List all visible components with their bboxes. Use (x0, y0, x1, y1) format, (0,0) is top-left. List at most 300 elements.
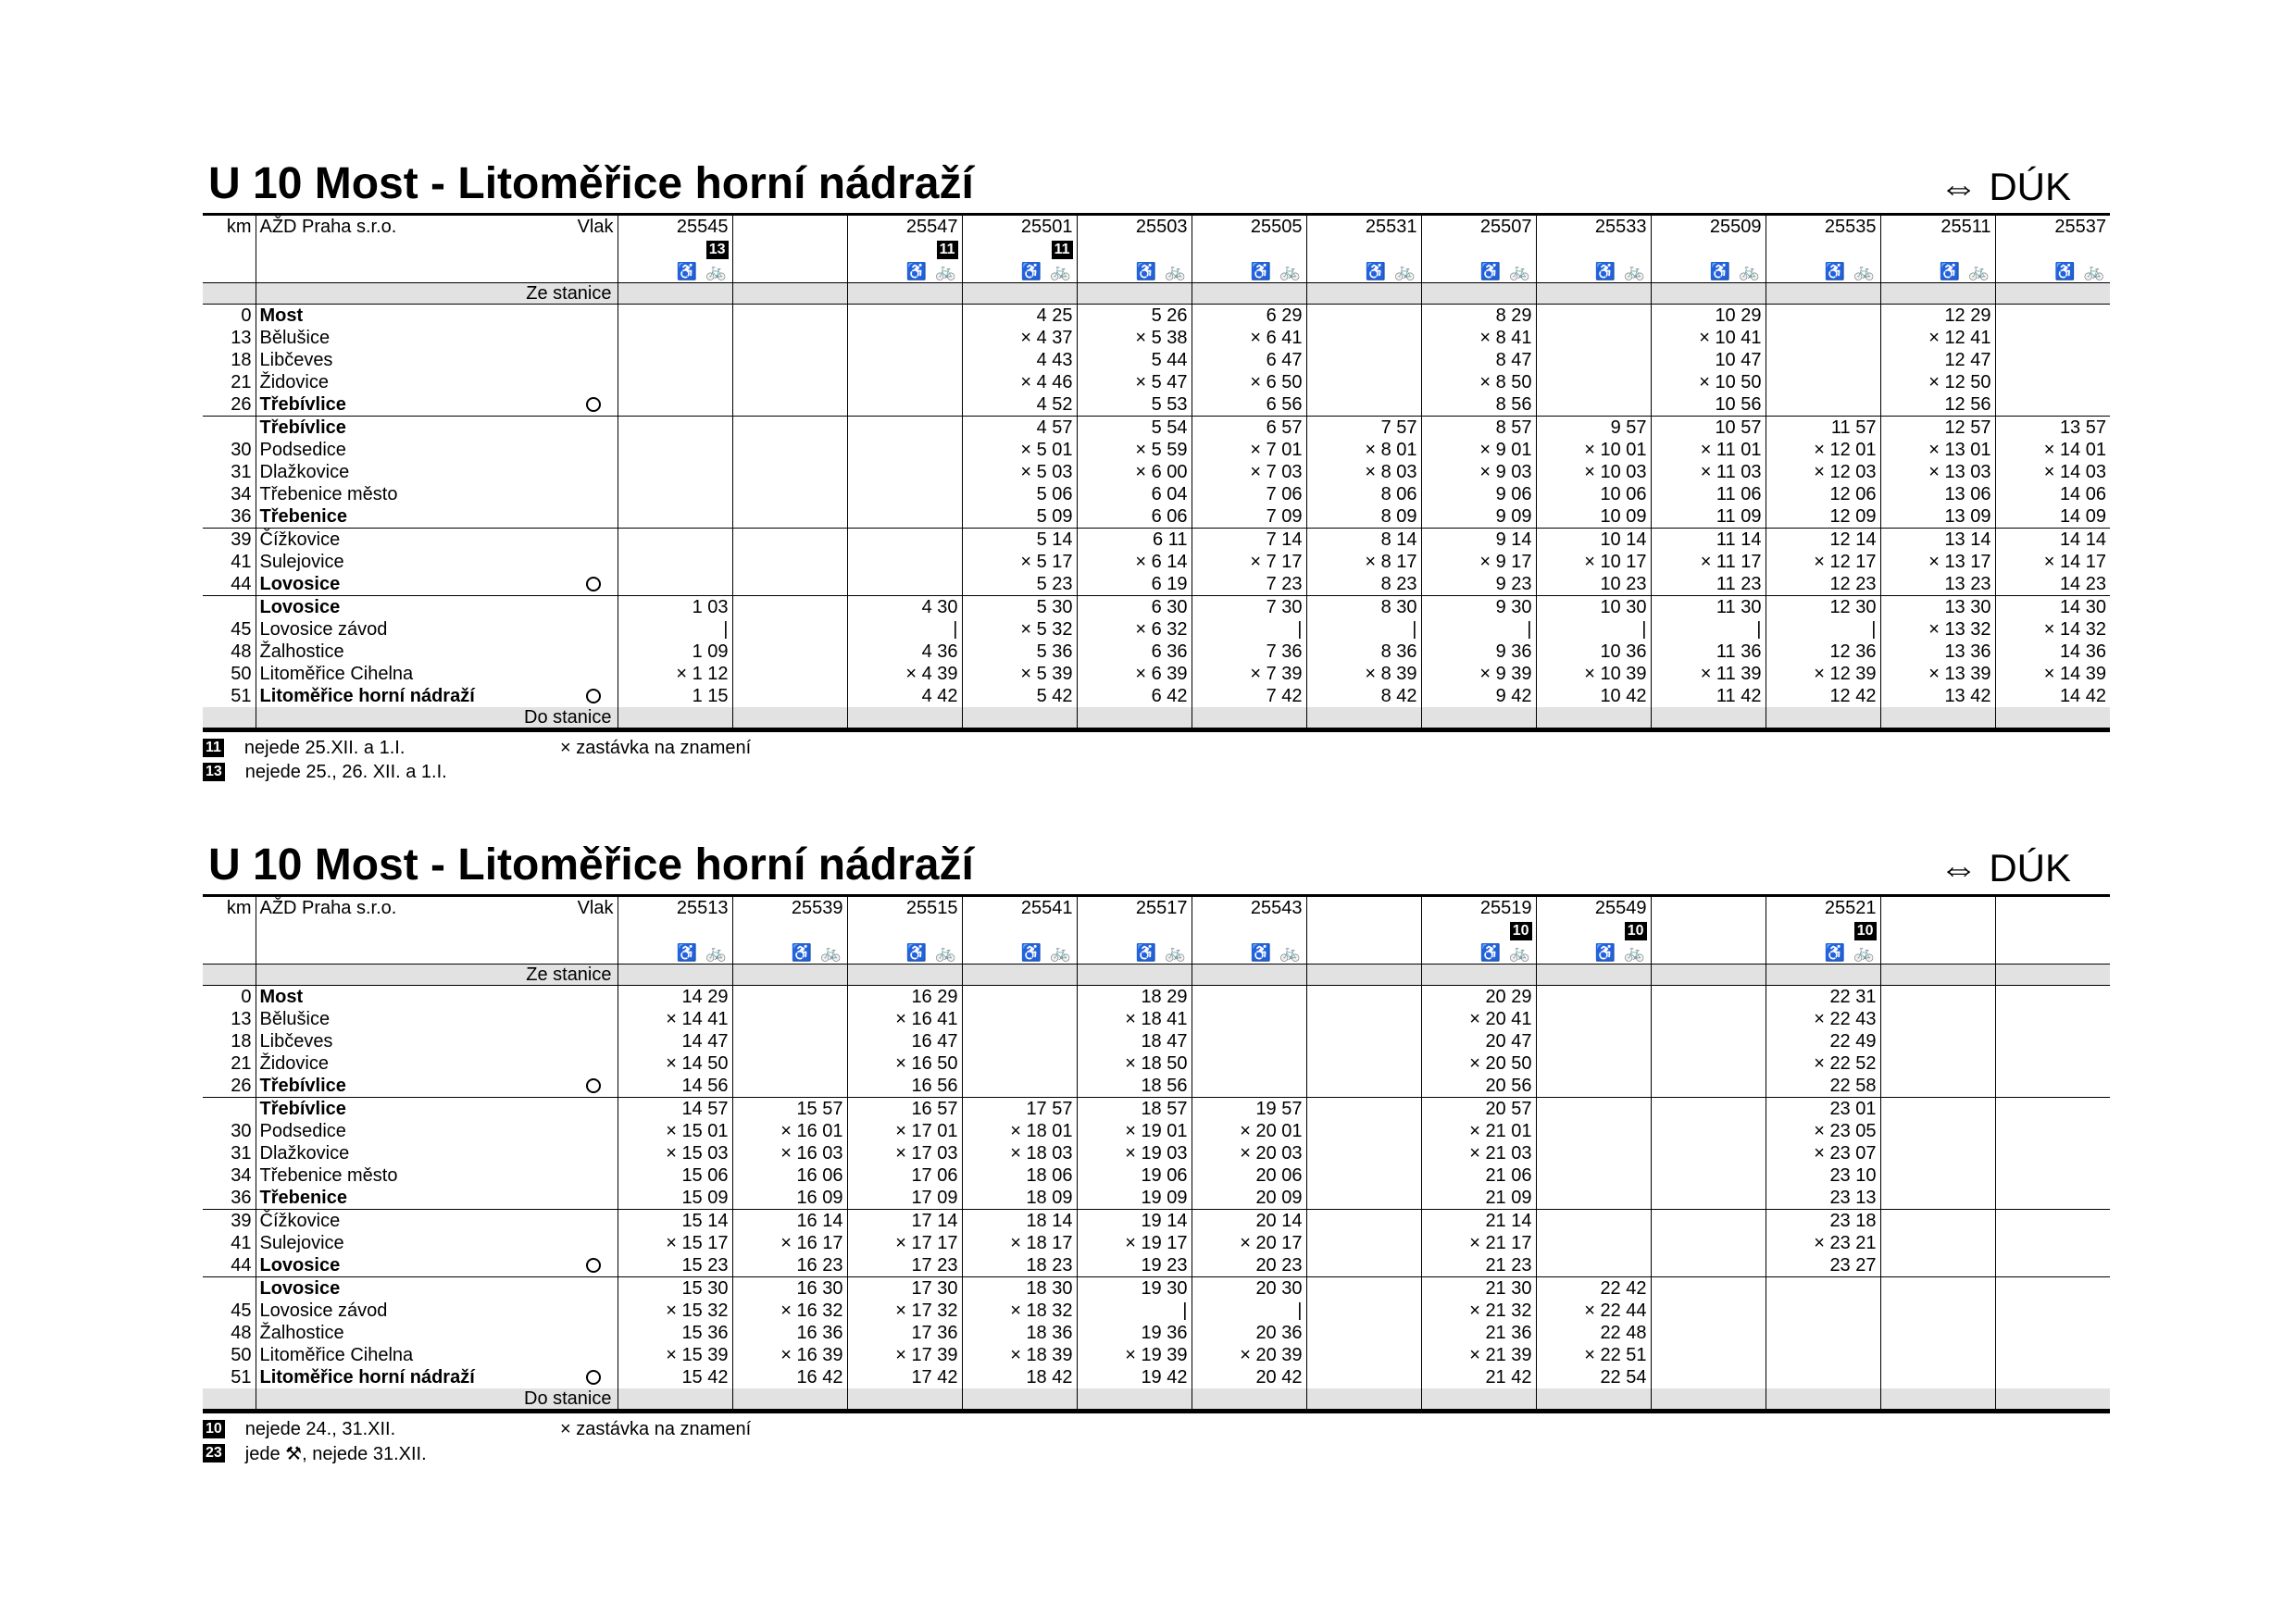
departure-time: 11 06 (1651, 483, 1766, 505)
departure-time: 7 23 (1192, 573, 1306, 596)
footnote-text: nejede 25., 26. XII. a 1.I. (244, 761, 447, 782)
station-name: Židovice (259, 372, 329, 392)
departure-time: 16 06 (732, 1164, 847, 1187)
departure-time: 8 42 (1306, 685, 1421, 707)
departure-time: 5 26 (1077, 305, 1192, 328)
departure-time: × 20 03 (1192, 1142, 1306, 1164)
departure-time (1536, 1142, 1651, 1164)
departure-time: 20 06 (1192, 1164, 1306, 1187)
restriction-badge: 13 (706, 241, 729, 259)
station-name: Lovosice (259, 1255, 341, 1276)
departure-time (962, 1008, 1077, 1030)
departure-time (1536, 1030, 1651, 1052)
departure-time: 20 29 (1421, 986, 1536, 1009)
departure-time (1306, 1277, 1421, 1301)
station-name: Libčeves (259, 350, 333, 370)
station-name: Dlažkovice (259, 462, 350, 482)
station-name: Podsedice (259, 440, 346, 460)
station-km: 44 (203, 1254, 256, 1277)
departure-time (732, 529, 847, 552)
departure-time (1995, 1322, 2110, 1344)
departure-time (1995, 1052, 2110, 1075)
station-row (203, 1052, 2110, 1075)
station-name: Sulejovice (259, 552, 344, 572)
departure-time: 19 23 (1077, 1254, 1192, 1277)
departure-time: × 6 41 (1192, 327, 1306, 349)
departure-time: 21 23 (1421, 1254, 1536, 1277)
departure-time: × 9 17 (1421, 551, 1536, 573)
departure-time: 10 42 (1536, 685, 1651, 707)
departure-time: | (1651, 618, 1766, 641)
departure-time: × 6 14 (1077, 551, 1192, 573)
departure-time (1766, 1277, 1880, 1301)
wheelchair-bicycle-icon: ♿ 🚲 (791, 943, 843, 962)
departure-time: 10 14 (1536, 529, 1651, 552)
station-name: Litoměřice Cihelna (259, 664, 414, 684)
departure-time (1651, 1164, 1766, 1187)
departure-time: × 22 44 (1536, 1300, 1651, 1322)
station-row (203, 573, 2110, 596)
departure-time (1306, 349, 1421, 371)
departure-time (1536, 1075, 1651, 1098)
departure-time (1306, 1030, 1421, 1052)
departure-time: 16 36 (732, 1322, 847, 1344)
station-name: Čížkovice (259, 529, 341, 550)
station-km: 44 (203, 573, 256, 596)
departure-time: × 18 50 (1077, 1052, 1192, 1075)
departure-time: × 7 03 (1192, 461, 1306, 483)
departure-time (618, 327, 732, 349)
departure-time (1306, 1322, 1421, 1344)
departure-time (1536, 1120, 1651, 1142)
departure-time: 18 23 (962, 1254, 1077, 1277)
station-name: Třebívlice (259, 394, 346, 415)
departure-time: 20 30 (1192, 1277, 1306, 1301)
departure-time: 21 14 (1421, 1210, 1536, 1233)
departure-time (732, 417, 847, 440)
departure-time: 4 36 (847, 641, 962, 663)
departure-time (1536, 305, 1651, 328)
departure-time: 15 23 (618, 1254, 732, 1277)
departure-time: × 23 21 (1766, 1232, 1880, 1254)
departure-time: 6 29 (1192, 305, 1306, 328)
station-row (203, 1164, 2110, 1187)
departure-time (1880, 1300, 1995, 1322)
departure-time (618, 349, 732, 371)
train-number: 25531 (1306, 215, 1421, 239)
footnote-text: nejede 25.XII. a 1.I. (243, 737, 406, 758)
departure-time: 17 09 (847, 1187, 962, 1210)
departure-time (1880, 1164, 1995, 1187)
departure-time: × 16 41 (847, 1008, 962, 1030)
departure-time: 6 42 (1077, 685, 1192, 707)
departure-time: 10 30 (1536, 596, 1651, 619)
departure-time: 6 04 (1077, 483, 1192, 505)
transfer-circle-icon (586, 689, 601, 703)
operator-label: DÚK (1989, 846, 2071, 890)
departure-time (1651, 1052, 1766, 1075)
departure-time (1995, 1164, 2110, 1187)
station-km: 36 (203, 505, 256, 529)
station-name: Třebívlice (259, 417, 346, 438)
departure-time: 21 09 (1421, 1187, 1536, 1210)
departure-time: 4 43 (962, 349, 1077, 371)
departure-time (1306, 1075, 1421, 1098)
departure-time: 17 57 (962, 1098, 1077, 1121)
departure-time (1995, 349, 2110, 371)
departure-time: × 14 03 (1995, 461, 2110, 483)
departure-time: 20 36 (1192, 1322, 1306, 1344)
station-km: 31 (231, 462, 252, 482)
departure-time: 23 27 (1766, 1254, 1880, 1277)
departure-time (1306, 986, 1421, 1009)
train-number: 25521 (1766, 896, 1880, 920)
station-name: Most (259, 987, 304, 1007)
departure-time: 9 23 (1421, 573, 1536, 596)
departure-time: 12 14 (1766, 529, 1880, 552)
departure-time: 14 29 (618, 986, 732, 1009)
departure-time (1306, 1120, 1421, 1142)
departure-time: 1 09 (618, 641, 732, 663)
departure-time: 6 06 (1077, 505, 1192, 529)
departure-time: 15 36 (618, 1322, 732, 1344)
departure-time: 17 23 (847, 1254, 962, 1277)
station-row (203, 349, 2110, 371)
departure-time: × 9 39 (1421, 663, 1536, 685)
departure-time: 10 06 (1536, 483, 1651, 505)
departure-time: 19 30 (1077, 1277, 1192, 1301)
departure-time (1880, 986, 1995, 1009)
footnote-text: nejede 24., 31.XII. (244, 1418, 396, 1439)
departure-time: 12 36 (1766, 641, 1880, 663)
departure-time: 20 14 (1192, 1210, 1306, 1233)
departure-time: 5 30 (962, 596, 1077, 619)
departure-time: 6 36 (1077, 641, 1192, 663)
departure-time: × 16 50 (847, 1052, 962, 1075)
departure-time: × 13 01 (1880, 439, 1995, 461)
train-number: 25541 (962, 896, 1077, 920)
station-name: Třebenice (259, 1188, 347, 1208)
departure-time: × 21 32 (1421, 1300, 1536, 1322)
departure-time (1995, 1254, 2110, 1277)
departure-time (1306, 1052, 1421, 1075)
operator-tag (1940, 161, 2071, 213)
departure-time: 13 36 (1880, 641, 1995, 663)
departure-time: × 7 17 (1192, 551, 1306, 573)
station-km: 51 (231, 686, 252, 706)
departure-time (1306, 1142, 1421, 1164)
departure-time: × 14 39 (1995, 663, 2110, 685)
departure-time (732, 483, 847, 505)
departure-time: 19 36 (1077, 1322, 1192, 1344)
departure-time: × 21 39 (1421, 1344, 1536, 1366)
vlak-label: Vlak (577, 217, 614, 237)
departure-time: 13 06 (1880, 483, 1995, 505)
wheelchair-bicycle-icon: ♿ 🚲 (1709, 262, 1762, 280)
departure-time (1995, 305, 2110, 328)
departure-time: × 17 32 (847, 1300, 962, 1322)
station-km: 34 (231, 1165, 252, 1186)
departure-time: 11 23 (1651, 573, 1766, 596)
departure-time: 22 54 (1536, 1366, 1651, 1388)
station-row (203, 663, 2110, 685)
departure-time: 19 42 (1077, 1366, 1192, 1388)
departure-time: × 8 39 (1306, 663, 1421, 685)
departure-time: × 10 03 (1536, 461, 1651, 483)
departure-time: 9 42 (1421, 685, 1536, 707)
station-km: 48 (231, 641, 252, 662)
company-header (256, 215, 618, 239)
departure-time (1880, 1277, 1995, 1301)
footnote (203, 760, 2110, 784)
station-row (203, 1030, 2110, 1052)
departure-time: × 12 17 (1766, 551, 1880, 573)
station-row (203, 1344, 2110, 1366)
departure-time: 16 42 (732, 1366, 847, 1388)
departure-time: × 15 01 (618, 1120, 732, 1142)
train-number: 25519 (1421, 896, 1536, 920)
departure-time: | (1536, 618, 1651, 641)
departure-time: 18 29 (1077, 986, 1192, 1009)
departure-time: × 15 03 (618, 1142, 732, 1164)
departure-time: × 6 50 (1192, 371, 1306, 393)
departure-time: × 1 12 (618, 663, 732, 685)
station-row (203, 1366, 2110, 1388)
departure-time: 4 30 (847, 596, 962, 619)
departure-time (1995, 1142, 2110, 1164)
station-row (203, 551, 2110, 573)
departure-time: 17 14 (847, 1210, 962, 1233)
wheelchair-bicycle-icon: ♿ 🚲 (1020, 943, 1073, 962)
restriction-badge: 11 (937, 241, 958, 259)
departure-time: × 8 01 (1306, 439, 1421, 461)
vlak-label: Vlak (577, 898, 614, 918)
departure-time: 13 30 (1880, 596, 1995, 619)
departure-time (1306, 1366, 1421, 1388)
departure-time (1306, 1232, 1421, 1254)
departure-time: 10 29 (1651, 305, 1766, 328)
departure-time: 9 14 (1421, 529, 1536, 552)
departure-time (1306, 1164, 1421, 1187)
station-km: 18 (231, 1031, 252, 1052)
departure-time: 18 06 (962, 1164, 1077, 1187)
station-name: Dlažkovice (259, 1143, 350, 1164)
departure-time: 21 36 (1421, 1322, 1536, 1344)
departure-time (732, 371, 847, 393)
departure-time (847, 349, 962, 371)
train-number-row (203, 896, 2110, 920)
departure-time (847, 461, 962, 483)
footnote-badge: 11 (203, 739, 224, 757)
departure-time (618, 393, 732, 417)
departure-time: × 16 17 (732, 1232, 847, 1254)
train-number: 25537 (1995, 215, 2110, 239)
departure-time (732, 439, 847, 461)
footnote-badge: 13 (203, 763, 225, 781)
departure-time: 4 57 (962, 417, 1077, 440)
departure-time (1995, 1344, 2110, 1366)
departure-time (1995, 986, 2110, 1009)
timetable (203, 894, 2110, 1413)
departure-time: × 17 17 (847, 1232, 962, 1254)
departure-time (1651, 1008, 1766, 1030)
departure-time (1880, 1075, 1995, 1098)
departure-time (618, 483, 732, 505)
departure-time (847, 327, 962, 349)
departure-time: × 18 17 (962, 1232, 1077, 1254)
title-row (203, 156, 2110, 213)
wheelchair-bicycle-icon: ♿ 🚲 (1250, 943, 1303, 962)
departure-time (1880, 1254, 1995, 1277)
wheelchair-bicycle-icon: ♿ 🚲 (1020, 262, 1073, 280)
departure-time: 23 13 (1766, 1187, 1880, 1210)
station-name: Litoměřice horní nádraží (259, 1367, 475, 1388)
departure-time (1995, 1232, 2110, 1254)
departure-time (1880, 1142, 1995, 1164)
station-name: Třebenice město (259, 1165, 398, 1186)
departure-time (732, 1030, 847, 1052)
station-name: Třebenice město (259, 484, 398, 504)
train-number: 25535 (1766, 215, 1880, 239)
departure-time (732, 1052, 847, 1075)
departure-time: 20 56 (1421, 1075, 1536, 1098)
station-name: Bělušice (259, 328, 331, 348)
departure-time: 12 09 (1766, 505, 1880, 529)
departure-time: 23 10 (1766, 1164, 1880, 1187)
restriction-badge: 10 (1854, 922, 1877, 940)
departure-time: 7 09 (1192, 505, 1306, 529)
departure-time: 16 23 (732, 1254, 847, 1277)
departure-time (1995, 1120, 2110, 1142)
departure-time: 5 42 (962, 685, 1077, 707)
departure-time (847, 417, 962, 440)
departure-time: × 11 03 (1651, 461, 1766, 483)
departure-time: 19 57 (1192, 1098, 1306, 1121)
footnote (203, 736, 2110, 760)
departure-time: 13 09 (1880, 505, 1995, 529)
footnotes (203, 1417, 2110, 1465)
departure-time (1766, 1366, 1880, 1388)
departure-time: 18 14 (962, 1210, 1077, 1233)
departure-time: × 12 03 (1766, 461, 1880, 483)
station-row (203, 1232, 2110, 1254)
station-row (203, 1008, 2110, 1030)
station-km: 41 (231, 1233, 252, 1253)
departure-time: 18 30 (962, 1277, 1077, 1301)
departure-time: × 8 03 (1306, 461, 1421, 483)
departure-time: 14 57 (618, 1098, 732, 1121)
departure-time: 15 06 (618, 1164, 732, 1187)
departure-time (1192, 1075, 1306, 1098)
departure-time (1651, 1366, 1766, 1388)
timetable (203, 213, 2110, 732)
departure-time (1995, 371, 2110, 393)
departure-time: | (1306, 618, 1421, 641)
departure-time: × 14 32 (1995, 618, 2110, 641)
wheelchair-bicycle-icon: ♿ 🚲 (1824, 943, 1877, 962)
station-name: Lovosice (259, 574, 341, 594)
departure-time (1995, 1366, 2110, 1388)
departure-time: 10 09 (1536, 505, 1651, 529)
train-number (1306, 896, 1421, 920)
departure-time (732, 461, 847, 483)
departure-time: 6 19 (1077, 573, 1192, 596)
departure-time: × 5 03 (962, 461, 1077, 483)
station-km: 31 (231, 1143, 252, 1164)
train-number: 25501 (962, 215, 1077, 239)
departure-time: × 11 39 (1651, 663, 1766, 685)
departure-time: 4 25 (962, 305, 1077, 328)
departure-time (847, 483, 962, 505)
departure-time (1306, 1254, 1421, 1277)
departure-time: 5 23 (962, 573, 1077, 596)
departure-time (1536, 371, 1651, 393)
departure-time (1306, 393, 1421, 417)
footnotes (203, 736, 2110, 784)
departure-time: 20 47 (1421, 1030, 1536, 1052)
departure-time: × 23 05 (1766, 1120, 1880, 1142)
wheelchair-bicycle-icon: ♿ 🚲 (1135, 943, 1188, 962)
departure-time: × 7 01 (1192, 439, 1306, 461)
departure-time (1536, 1008, 1651, 1030)
departure-time: × 19 39 (1077, 1344, 1192, 1366)
departure-time: | (1077, 1300, 1192, 1322)
departure-time: × 10 50 (1651, 371, 1766, 393)
departure-time (1306, 1344, 1421, 1366)
station-km (203, 417, 256, 440)
departure-time: 14 42 (1995, 685, 2110, 707)
to-station-band (203, 707, 2110, 730)
departure-time: | (1192, 1300, 1306, 1322)
station-name: Žalhostice (259, 1323, 344, 1343)
train-badge-row (203, 238, 2110, 260)
departure-time: × 4 39 (847, 663, 962, 685)
departure-time: | (1766, 618, 1880, 641)
departure-time (1192, 1052, 1306, 1075)
station-row (203, 505, 2110, 529)
departure-time: 20 23 (1192, 1254, 1306, 1277)
departure-time: × 5 59 (1077, 439, 1192, 461)
station-row (203, 1142, 2110, 1164)
departure-time (732, 349, 847, 371)
departure-time: × 17 01 (847, 1120, 962, 1142)
departure-time: × 17 03 (847, 1142, 962, 1164)
station-name: Bělušice (259, 1009, 331, 1029)
departure-time: 14 56 (618, 1075, 732, 1098)
departure-time: × 19 03 (1077, 1142, 1192, 1164)
station-name: Třebívlice (259, 1099, 346, 1119)
departure-time (1536, 1210, 1651, 1233)
departure-time (1651, 1187, 1766, 1210)
departure-time: × 21 01 (1421, 1120, 1536, 1142)
departure-time: 11 14 (1651, 529, 1766, 552)
departure-time (732, 505, 847, 529)
departure-time: 4 42 (847, 685, 962, 707)
departure-time: 10 23 (1536, 573, 1651, 596)
station-row (203, 596, 2110, 619)
departure-time: 15 42 (618, 1366, 732, 1388)
departure-time: 8 36 (1306, 641, 1421, 663)
departure-time (962, 1030, 1077, 1052)
station-km: 18 (231, 350, 252, 370)
station-row (203, 1254, 2110, 1277)
departure-time (618, 305, 732, 328)
departure-time: × 20 41 (1421, 1008, 1536, 1030)
station-km: 50 (231, 1345, 252, 1365)
station-km: 36 (203, 1187, 256, 1210)
departure-time: 7 06 (1192, 483, 1306, 505)
departure-time: | (1421, 618, 1536, 641)
